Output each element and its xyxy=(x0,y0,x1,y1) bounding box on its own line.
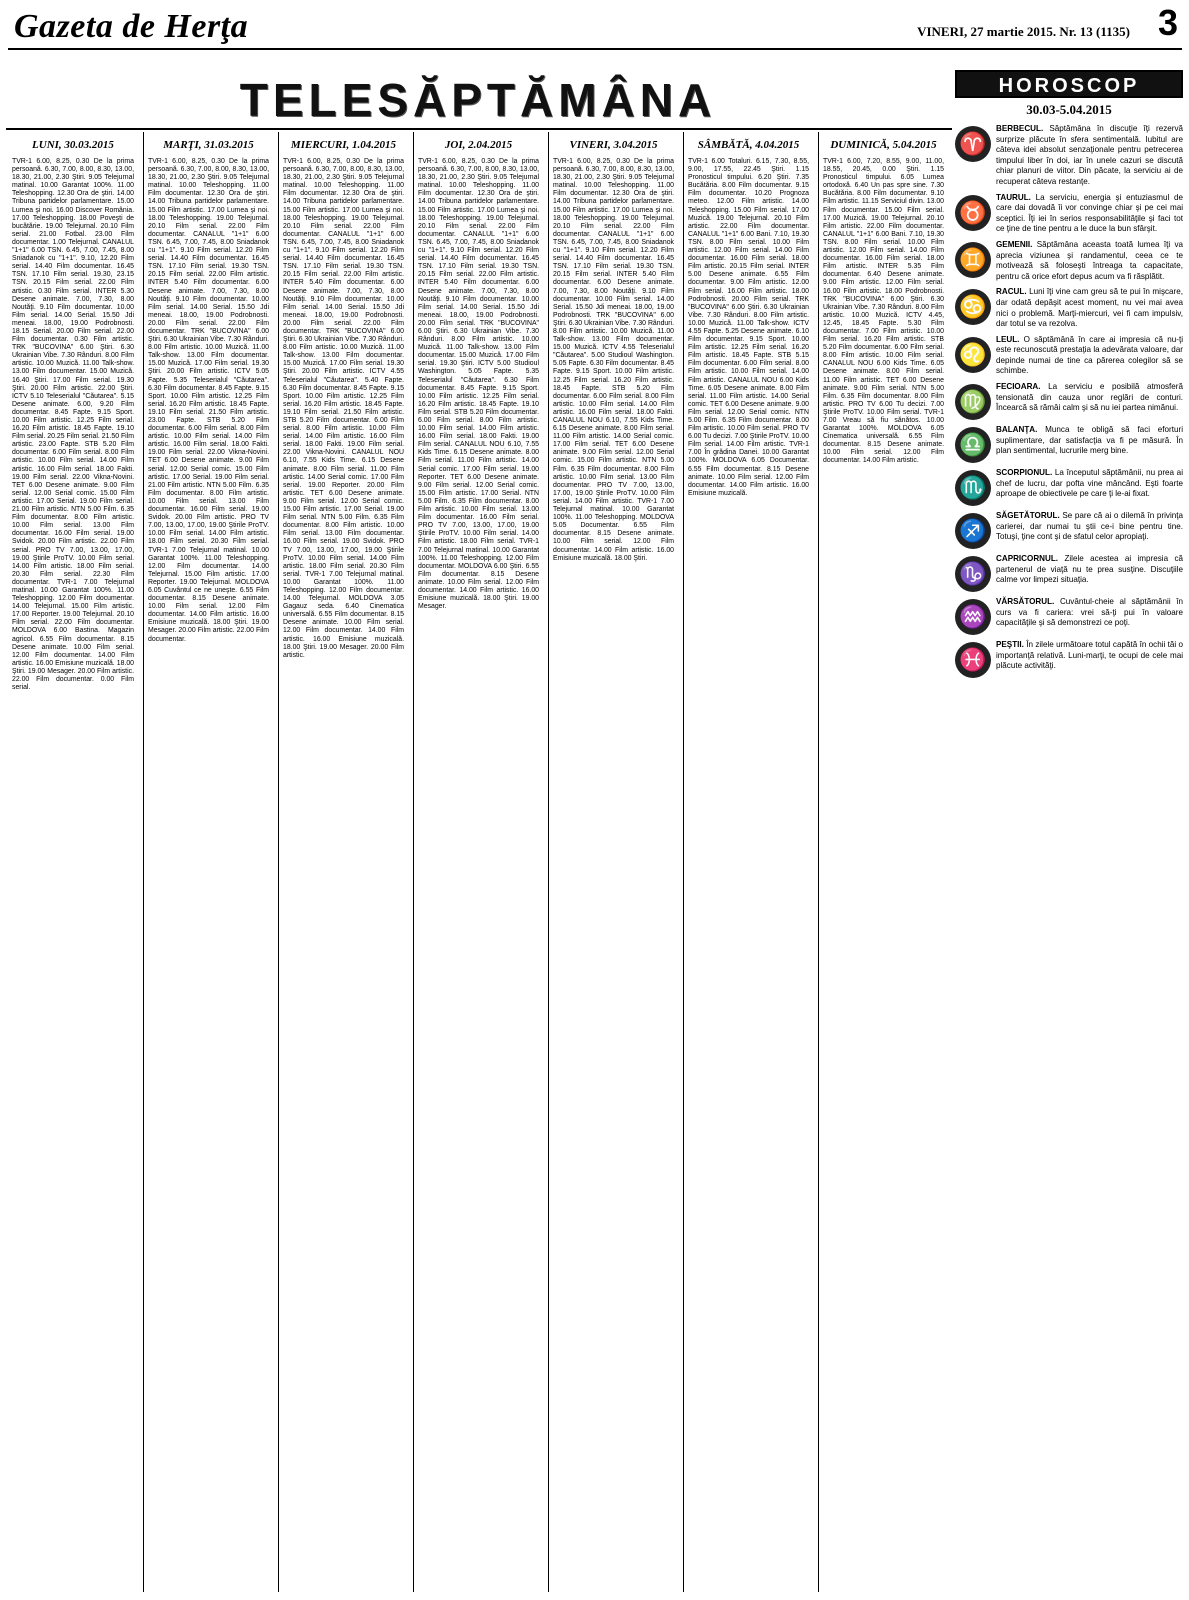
zodiac-icon: ♑ xyxy=(955,556,991,592)
sign-name: RACUL. xyxy=(996,287,1027,297)
zodiac-icon: ♌ xyxy=(955,337,991,373)
horoscope-sign xyxy=(955,554,1183,592)
horoscope-sign xyxy=(955,382,1183,420)
program-listing: TVR-1 6.00, 7.20, 8.55, 9.00, 11.00, 18.55, 20.45, 0.00 Ştiri. 1.15 Pronosticul timpului. 6.05 Lumea ortodoxă. 6.40 Un pas spre sine. 7.30 Bucătăria. 8.00 Film documentar. 9.10 Film artistic. 11.15 Serviciul divin. 13.00 Film documentar. 15.00 Film serial. 17.00 Muzică. 19.00 Telejurnal. 20.10 Film artistic. 22.00 Film documentar. CANALUL "1+1" 6.00 Bani. 7.10, 19.30 TSN. 8.00 Film serial. 10.00 Film artistic. 12.00 Film serial. 14.00 Film documentar. 16.00 Film serial. 18.00 Film artistic. INTER 5.35 Film documentar. 6.40 Desene animate. 9.00 Film artistic. 12.00 Film serial. 16.00 Film artistic. 18.00 Podrobnosti. TRK "BUCOVINA" 6.00 Ştiri. 6.30 Ukrainian Vibe. 7.30 Rânduri. 8.00 Film artistic. 10.00 Muzică. ICTV 4.45, 12.45, 18.45 Fapte. 5.30 Film documentar. 7.00 Film artistic. 10.00 Film serial. 16.20 Film artistic. STB 5.20 Film documentar. 6.00 Film serial. 8.00 Film artistic. 10.00 Film serial. CANALUL NOU 6.00 Kids Time. 6.05 Desene animate. 8.00 Film serial. 11.00 Film artistic. TET 6.00 Desene animate. 9.00 Film serial. NTN 5.00 Film. 6.35 Film documentar. 8.00 Film artistic. PRO TV 6.00 Tu decizi. 7.00 Ştirile ProTV. 10.00 Film serial. TVR-1 7.00 Vreau să fiu sănătos. 10.00 Garantat 100%. MOLDOVA 6.05 Cinematica universală. 6.55 Film documentar. 8.15 Desene animate. 10.00 Film serial. 12.00 Film documentar. 14.00 Film artistic. xyxy=(823,158,944,465)
program-listing: TVR-1 6.00 Totaluri. 6.15, 7.30, 8.55, 9.00, 17.55, 22.45 Ştiri. 1.15 Pronosticul timpului. 6.20 Ştiri. 7.35 Bucătăria. 8.00 Film documentar. 9.15 Film documentar. 10.20 Prognoza meteo. 12.00 Film artistic. 14.00 Teleshopping. 15.00 Film serial. 17.00 Muzică. 19.00 Telejurnal. 20.10 Film artistic. 22.00 Film documentar. CANALUL "1+1" 6.00 Bani. 7.10, 19.30 TSN. 8.00 Film serial. 10.00 Film artistic. 12.00 Film serial. 14.00 Film documentar. 16.00 Film serial. 18.00 Film artistic. 20.15 Film serial. INTER 5.00 Desene animate. 6.55 Film documentar. 9.00 Film artistic. 12.00 Film serial. 16.00 Film artistic. 18.00 Podrobnosti. 20.00 Film serial. TRK "BUCOVINA" 6.00 Ştiri. 6.30 Ukrainian Vibe. 7.30 Rânduri. 8.00 Film artistic. 10.00 Muzică. 11.00 Talk-show. ICTV 4.55 Fapte. 5.25 Desene animate. 6.10 Film documentar. 9.15 Sport. 10.00 Film artistic. 12.25 Film serial. 16.20 Film artistic. 18.45 Fapte. STB 5.15 Film documentar. 6.00 Film serial. 8.00 Film artistic. 10.00 Film serial. 14.00 Film artistic. CANALUL NOU 6.00 Kids Time. 6.05 Desene animate. 8.00 Film serial. 11.00 Film artistic. 14.00 Serial comic. TET 6.00 Desene animate. 9.00 Film serial. 12.00 Serial comic. NTN 5.00 Film. 6.35 Film documentar. 8.00 Film artistic. 10.00 Film serial. PRO TV 6.00 Tu decizi. 7.00 Ştirile ProTV. 10.00 Film serial. 14.00 Film artistic. TVR-1 7.00 În grădina Danei. 10.00 Garantat 100%. MOLDOVA 6.05 Documentar. 6.55 Film documentar. 8.15 Desene animate. 10.00 Film serial. 12.00 Film documentar. 14.00 Film artistic. 16.00 Emisiune muzicală. xyxy=(688,158,809,497)
program-listing: TVR-1 6.00, 8.25, 0.30 De la prima persoană. 6.30, 7.00, 8.00, 8.30, 13.00, 18.30, 21.00, 2.30 Ştiri. 9.05 Telejurnal matinal. 10.00 Garantat 100%. 11.00 Teleshopping. 12.30 Ora de ştiri. 14.00 Tribuna partidelor parlamentare. 15.00 Lumea şi noi. 16.00 Discover România. 17.00 Teleshopping. 18.00 Poveşti de bucătărie. 19.00 Telejurnal. 20.10 Film serial. 21.00 Fotbal. 23.00 Film documentar. 1.00 Telejurnal. CANALUL "1+1" 6.00 TSN. 6.45, 7.00, 7.45, 8.00 Sniadanok cu "1+1". 9.10, 12.20 Film serial. 14.40 Film documentar. 16.45 TSN. 17.10 Film serial. 19.30, 23.15 TSN. 20.15 Film serial. 22.00 Film artistic. 0.30 Film serial. INTER 5.30 Desene animate. 7.00, 7.30, 8.00 Noutăţi. 9.10 Film documentar. 10.00 Film serial. 14.00 Serial. 15.50 Jdi meneai. 18.00, 19.00 Podrobnosti. 18.15 Serial. 20.00 Film serial. 22.00 Film documentar. 0.30 Film artistic. TRK "BUCOVINA" 6.00 Ştiri. 6.30 Ukrainian Vibe. 7.30 Rânduri. 8.00 Film artistic. 10.00 Muzică. 11.00 Talk-show. 13.00 Film documentar. 15.00 Muzică. 16.40 Ştiri. 17.00 Film serial. 19.30 Ştiri. 20.00 Film artistic. 22.00 Ştiri. ICTV 5.10 Teleserialul "Căutarea". 5.15 Desene animate. 6.00, 9.20 Film documentar. 8.45 Fapte. 9.15 Sport. 10.00 Film artistic. 12.25 Film serial. 16.20 Film artistic. 18.45 Fapte. 19.10 Film serial. 20.25 Film serial. 21.50 Film artistic. 23.00 Fapte. STB 5.20 Film documentar. 6.00 Film serial. 8.00 Film artistic. 10.00 Film serial. 14.00 Film artistic. 16.00 Film serial. 18.00 Fakti. 19.00 Film serial. 22.00 Vikna-Novini. TET 6.00 Desene animate. 9.00 Film serial. 12.00 Serial comic. 15.00 Film artistic. 17.00 Serial. 19.00 Film serial. 21.00 Film artistic. NTN 5.00 Film. 6.35 Film documentar. 8.00 Film artistic. 10.00 Film serial. 13.00 Film documentar. 16.00 Film serial. 19.00 Svidok. 20.00 Film artistic. 22.00 Film serial. PRO TV 7.00, 13.00, 17.00, 19.00 Ştirile ProTV. 10.00 Film serial. 14.00 Film artistic. 18.00 Film serial. 20.30 Film serial. 22.30 Film documentar. TVR-1 7.00 Telejurnal matinal. 10.00 Garantat 100%. 11.00 Teleshopping. 12.00 Film documentar. 14.00 Telejurnal. 15.00 Film artistic. 17.00 Reporter. 19.00 Telejurnal. 20.10 Film serial. 22.00 Film documentar. MOLDOVA 6.00 Bastina. Magazin agricol. 6.55 Film documentar. 8.15 Desene animate. 10.00 Film serial. 12.00 Film documentar. 14.00 Film artistic. 16.00 Emisiune muzicală. 18.00 Ştiri. 19.00 Mesager. 20.00 Film artistic. 22.00 Film documentar. 0.00 Film serial. xyxy=(12,158,134,692)
newspaper-name: Gazeta de Herţa xyxy=(14,8,249,45)
horoscope-column xyxy=(955,70,1183,1595)
sign-description: Luni îţi vine cam greu să te pui în mişcare, dar odată depăşit acest moment, nu vei mai avea nici o problemă. Marţi-miercuri, vei fi cam impulsiv, dar totul se va rezolva. xyxy=(996,287,1183,329)
zodiac-icon: ♎ xyxy=(955,427,991,463)
sign-name: SCORPIONUL. xyxy=(996,468,1053,478)
tv-schedule-monday xyxy=(8,132,138,1592)
banner-divider xyxy=(6,128,952,130)
tv-schedule-thursday xyxy=(413,132,543,1592)
horoscope-title: HOROSCOP xyxy=(955,70,1183,98)
zodiac-icon: ♓ xyxy=(955,642,991,678)
sign-description: La serviciu e posibilă atmosferă tensionată din cauza unor reglări de conturi. Încearcă să rămâi calm şi să nu iei partea nimănui. xyxy=(996,382,1183,413)
zodiac-icon: ♈ xyxy=(955,126,991,162)
day-heading: MIERCURI, 1.04.2015 xyxy=(290,139,397,151)
sign-description: La începutul săptămânii, nu prea ai chef de lucru, dar pofta vine mâncând. Eşti foarte aproape de obiectivele pe care ţi le-ai fixat. xyxy=(996,468,1183,499)
tv-schedule-wednesday xyxy=(278,132,408,1592)
day-heading: LUNI, 30.03.2015 xyxy=(32,139,114,151)
horoscope-sign xyxy=(955,597,1183,635)
tv-schedule-saturday xyxy=(683,132,813,1592)
sign-text xyxy=(996,335,1183,377)
sign-description: Cuvântul-cheie al săptămânii în curs va fi cariera: vrei să-ţi pui în valoare capacităţile şi să demonstrezi ce poţi. xyxy=(996,597,1183,628)
sign-text xyxy=(996,511,1183,549)
zodiac-icon: ♋ xyxy=(955,289,991,325)
day-heading: VINERI, 3.04.2015 xyxy=(569,139,658,151)
day-heading: SÂMBĂTĂ, 4.04.2015 xyxy=(697,139,800,151)
day-heading: DUMINICĂ, 5.04.2015 xyxy=(830,139,937,151)
sign-text xyxy=(996,124,1183,188)
horoscope-sign xyxy=(955,240,1183,282)
sign-text xyxy=(996,468,1183,506)
sign-text xyxy=(996,640,1183,678)
sign-description: O săptămână în care ai impresia că nu-ţi este recunoscută prestaţia la adevărata valoare, dar depinde numai de tine ca părerea colegilor să se schimbe. xyxy=(996,334,1183,376)
sign-text xyxy=(996,240,1183,282)
page-header xyxy=(8,2,1182,50)
horoscope-sign xyxy=(955,124,1183,188)
sign-name: FECIOARA. xyxy=(996,382,1041,392)
horoscope-sign xyxy=(955,425,1183,463)
tv-schedule-sunday xyxy=(818,132,948,1592)
horoscope-sign xyxy=(955,335,1183,377)
horoscope-sign xyxy=(955,287,1183,329)
sign-description: Se pare că ai o dilemă în privinţa carierei, dar numai tu ştii ce-i bine pentru tine. Totuşi, ţine cont şi de sfatul celor apropiaţi. xyxy=(996,511,1183,542)
sign-name: CAPRICORNUL. xyxy=(996,554,1059,564)
sign-description: Săptămâna aceasta toată lumea îţi va aprecia viziunea şi randamentul, ceea ce te motivează să foloseşti întreaga ta capacitate, pentru că orice efort depus acum va fi răsplătit. xyxy=(996,239,1183,281)
page-number: 3 xyxy=(1157,2,1178,43)
zodiac-icon: ♊ xyxy=(955,242,991,278)
day-heading: JOI, 2.04.2015 xyxy=(444,139,513,151)
sign-description: La serviciu, energia şi entuziasmul de care dai dovadă îi vor convinge chiar şi pe cei mai sceptici. Îţi iei în serios responsabilităţile şi faci tot ce ţine de tine pentru a le duce la bun sfârşit. xyxy=(996,192,1183,234)
sign-name: LEUL. xyxy=(996,334,1020,344)
horoscope-sign xyxy=(955,468,1183,506)
zodiac-icon: ♏ xyxy=(955,470,991,506)
tv-schedule-friday xyxy=(548,132,678,1592)
sign-name: BERBECUL. xyxy=(996,124,1044,133)
zodiac-icon: ♉ xyxy=(955,195,991,231)
program-listing: TVR-1 6.00, 8.25, 0.30 De la prima persoană. 6.30, 7.00, 8.00, 8.30, 13.00, 18.30, 21.00, 2.30 Ştiri. 9.05 Telejurnal matinal. 10.00 Teleshopping. 11.00 Film documentar. 12.30 Ora de ştiri. 14.00 Tribuna partidelor parlamentare. 15.00 Film artistic. 17.00 Lumea şi noi. 18.00 Teleshopping. 19.00 Telejurnal. 20.10 Film serial. 22.00 Film documentar. CANALUL "1+1" 6.00 TSN. 6.45, 7.00, 7.45, 8.00 Sniadanok cu "1+1". 9.10 Film serial. 12.20 Film serial. 14.40 Film documentar. 16.45 TSN. 17.10 Film serial. 19.30 TSN. 20.15 Film serial. 22.00 Film artistic. INTER 5.40 Film documentar. 6.00 Desene animate. 7.00, 7.30, 8.00 Noutăţi. 9.10 Film documentar. 10.00 Film serial. 14.00 Serial. 15.50 Jdi meneai. 18.00, 19.00 Podrobnosti. 20.00 Film serial. 22.00 Film documentar. TRK "BUCOVINA" 6.00 Ştiri. 6.30 Ukrainian Vibe. 7.30 Rânduri. 8.00 Film artistic. 10.00 Muzică. 11.00 Talk-show. 13.00 Film documentar. 15.00 Muzică. 17.00 Film serial. 19.30 Ştiri. 20.00 Film artistic. ICTV 4.55 Teleserialul "Căutarea". 5.40 Fapte. 6.30 Film documentar. 8.45 Fapte. 9.15 Sport. 10.00 Film artistic. 12.25 Film serial. 16.20 Film artistic. 18.45 Fapte. 19.10 Film serial. 21.50 Film artistic. STB 5.20 Film documentar. 6.00 Film serial. 8.00 Film artistic. 10.00 Film serial. 14.00 Film artistic. 16.00 Film serial. 18.00 Fakti. 19.00 Film serial. 22.00 Vikna-Novini. CANALUL NOU 6.10, 7.55 Kids Time. 6.15 Desene animate. 8.00 Film serial. 11.00 Film artistic. 14.00 Serial comic. 17.00 Film serial. 19.00 Reporter. 20.00 Film artistic. TET 6.00 Desene animate. 9.00 Film serial. 12.00 Serial comic. 15.00 Film artistic. 17.00 Serial. 19.00 Film serial. NTN 5.00 Film. 6.35 Film documentar. 8.00 Film artistic. 10.00 Film serial. 13.00 Film documentar. 16.00 Film serial. 19.00 Svidok. PRO TV 7.00, 13.00, 17.00, 19.00 Ştirile ProTV. 10.00 Film serial. 14.00 Film artistic. 18.00 Film serial. 20.30 Film serial. TVR-1 7.00 Telejurnal matinal. 10.00 Garantat 100%. 11.00 Teleshopping. 12.00 Film documentar. 14.00 Telejurnal. MOLDOVA 3.05 Gagauz seda. 6.40 Cinematica universală. 6.55 Film documentar. 8.15 Desene animate. 10.00 Film serial. 12.00 Film documentar. 14.00 Film artistic. 16.00 Emisiune muzicală. 18.00 Ştiri. 19.00 Mesager. 20.00 Film artistic. xyxy=(283,158,404,659)
program-listing: TVR-1 6.00, 8.25, 0.30 De la prima persoană. 6.30, 7.00, 8.00, 8.30, 13.00, 18.30, 21.00, 2.30 Ştiri. 9.05 Telejurnal matinal. 10.00 Teleshopping. 11.00 Film documentar. 12.30 Ora de ştiri. 14.00 Tribuna partidelor parlamentare. 15.00 Film artistic. 17.00 Lumea şi noi. 18.00 Teleshopping. 19.00 Telejurnal. 20.10 Film serial. 22.00 Film documentar. CANALUL "1+1" 6.00 TSN. 6.45, 7.00, 7.45, 8.00 Sniadanok cu "1+1". 9.10 Film serial. 12.20 Film serial. 14.40 Film documentar. 16.45 TSN. 17.10 Film serial. 19.30 TSN. 20.15 Film serial. 22.00 Film artistic. INTER 5.40 Film documentar. 6.00 Desene animate. 7.00, 7.30, 8.00 Noutăţi. 9.10 Film documentar. 10.00 Film serial. 14.00 Serial. 15.50 Jdi meneai. 18.00, 19.00 Podrobnosti. 20.00 Film serial. TRK "BUCOVINA" 6.00 Ştiri. 6.30 Ukrainian Vibe. 7.30 Rânduri. 8.00 Film artistic. 10.00 Muzică. 11.00 Talk-show. 13.00 Film documentar. 15.00 Muzică. 17.00 Film serial. 19.30 Ştiri. ICTV 5.00 Studioul Washington. 5.05 Fapte. 5.35 Teleserialul "Căutarea". 6.30 Film documentar. 8.45 Fapte. 9.15 Sport. 10.00 Film artistic. 12.25 Film serial. 16.20 Film artistic. 18.45 Fapte. 19.10 Film serial. STB 5.20 Film documentar. 6.00 Film serial. 8.00 Film artistic. 10.00 Film serial. 14.00 Film artistic. 16.00 Film serial. 18.00 Fakti. 19.00 Film serial. CANALUL NOU 6.10, 7.55 Kids Time. 6.15 Desene animate. 8.00 Film serial. 11.00 Film artistic. 14.00 Serial comic. 17.00 Film serial. 19.00 Reporter. TET 6.00 Desene animate. 9.00 Film serial. 12.00 Serial comic. 15.00 Film artistic. 17.00 Serial. NTN 5.00 Film. 6.35 Film documentar. 8.00 Film artistic. 10.00 Film serial. 13.00 Film documentar. 16.00 Film serial. PRO TV 7.00, 13.00, 17.00, 19.00 Ştirile ProTV. 10.00 Film serial. 14.00 Film artistic. 18.00 Film serial. TVR-1 7.00 Telejurnal matinal. 10.00 Garantat 100%. 11.00 Teleshopping. 12.00 Film documentar. MOLDOVA 6.00 Ştiri. 6.55 Film documentar. 8.15 Desene animate. 10.00 Film serial. 12.00 Film documentar. 14.00 Film artistic. 16.00 Emisiune muzicală. 18.00 Ştiri. 19.00 Mesager. xyxy=(418,158,539,611)
zodiac-icon: ♐ xyxy=(955,513,991,549)
sign-text xyxy=(996,193,1183,235)
sign-description: Zilele acestea ai impresia că partenerul de viaţă nu te prea susţine. Discuţiile calme vor limpezi situaţia. xyxy=(996,554,1183,585)
sign-name: PEŞTII. xyxy=(996,640,1024,650)
horoscope-signs xyxy=(955,124,1183,678)
day-heading: MARŢI, 31.03.2015 xyxy=(163,139,254,151)
program-listing: TVR-1 6.00, 8.25, 0.30 De la prima persoană. 6.30, 7.00, 8.00, 8.30, 13.00, 18.30, 21.00, 2.30 Ştiri. 9.05 Telejurnal matinal. 10.00 Teleshopping. 11.00 Film documentar. 12.30 Ora de ştiri. 14.00 Tribuna partidelor parlamentare. 15.00 Film artistic. 17.00 Lumea şi noi. 18.00 Teleshopping. 19.00 Telejurnal. 20.10 Film serial. 22.00 Film documentar. CANALUL "1+1" 6.00 TSN. 6.45, 7.00, 7.45, 8.00 Sniadanok cu "1+1". 9.10 Film serial. 12.20 Film serial. 14.40 Film documentar. 16.45 TSN. 17.10 Film serial. 19.30 TSN. 20.15 Film serial. 22.00 Film artistic. INTER 5.40 Film documentar. 6.00 Desene animate. 7.00, 7.30, 8.00 Noutăţi. 9.10 Film documentar. 10.00 Film serial. 14.00 Serial. 15.50 Jdi meneai. 18.00, 19.00 Podrobnosti. 20.00 Film serial. 22.00 Film documentar. TRK "BUCOVINA" 6.00 Ştiri. 6.30 Ukrainian Vibe. 7.30 Rânduri. 8.00 Film artistic. 10.00 Muzică. 11.00 Talk-show. 13.00 Film documentar. 15.00 Muzică. 17.00 Film serial. 19.30 Ştiri. 20.00 Film artistic. ICTV 5.05 Fapte. 5.35 Teleserialul "Căutarea". 6.30 Film documentar. 8.45 Fapte. 9.15 Sport. 10.00 Film artistic. 12.25 Film serial. 16.20 Film artistic. 18.45 Fapte. 19.10 Film serial. 21.50 Film artistic. 23.00 Fapte. STB 5.20 Film documentar. 6.00 Film serial. 8.00 Film artistic. 10.00 Film serial. 14.00 Film artistic. 16.00 Film serial. 18.00 Fakti. 19.00 Film serial. 22.00 Vikna-Novini. TET 6.00 Desene animate. 9.00 Film serial. 12.00 Serial comic. 15.00 Film artistic. 17.00 Serial. 19.00 Film serial. 21.00 Film artistic. NTN 5.00 Film. 6.35 Film documentar. 8.00 Film artistic. 10.00 Film serial. 13.00 Film documentar. 16.00 Film serial. 19.00 Svidok. 20.00 Film artistic. PRO TV 7.00, 13.00, 17.00, 19.00 Ştirile ProTV. 10.00 Film serial. 14.00 Film artistic. 18.00 Film serial. 20.30 Film serial. TVR-1 7.00 Telejurnal matinal. 10.00 Garantat 100%. 11.00 Teleshopping. 12.00 Film documentar. 14.00 Telejurnal. 15.00 Film artistic. 17.00 Reporter. 19.00 Telejurnal. MOLDOVA 6.05 Cuvântul ce ne uneşte. 6.55 Film documentar. 8.15 Desene animate. 10.00 Film serial. 12.00 Film documentar. 14.00 Film artistic. 16.00 Emisiune muzicală. 18.00 Ştiri. 19.00 Mesager. 20.00 Film artistic. 22.00 Film documentar. xyxy=(148,158,269,643)
sign-name: BALANŢA. xyxy=(996,425,1038,435)
sign-text xyxy=(996,382,1183,420)
sign-description: Munca te obligă să faci eforturi suplimentare, dar satisfacţia va fi pe măsură. În plan sentimental, lucrurile merg bine. xyxy=(996,425,1183,456)
section-banner: TELESĂPTĂMÂNA xyxy=(239,74,717,126)
sign-name: VĂRSĂTORUL. xyxy=(996,597,1055,607)
horoscope-sign xyxy=(955,640,1183,678)
horoscope-sign xyxy=(955,193,1183,235)
sign-text xyxy=(996,554,1183,592)
program-listing: TVR-1 6.00, 8.25, 0.30 De la prima persoană. 6.30, 7.00, 8.00, 8.30, 13.00, 18.30, 21.00, 2.30 Ştiri. 9.05 Telejurnal matinal. 10.00 Teleshopping. 11.00 Film documentar. 12.30 Ora de ştiri. 14.00 Tribuna partidelor parlamentare. 15.00 Film artistic. 17.00 Lumea şi noi. 18.00 Teleshopping. 19.00 Telejurnal. 20.10 Film serial. 22.00 Film documentar. CANALUL "1+1" 6.00 TSN. 6.45, 7.00, 7.45, 8.00 Sniadanok cu "1+1". 9.10 Film serial. 12.20 Film serial. 14.40 Film documentar. 16.45 TSN. 17.10 Film serial. 19.30 TSN. 20.15 Film serial. INTER 5.40 Film documentar. 6.00 Desene animate. 7.00, 7.30, 8.00 Noutăţi. 9.10 Film documentar. 10.00 Film serial. 14.00 Serial. 15.50 Jdi meneai. 18.00, 19.00 Podrobnosti. TRK "BUCOVINA" 6.00 Ştiri. 6.30 Ukrainian Vibe. 7.30 Rânduri. 8.00 Film artistic. 10.00 Muzică. 11.00 Talk-show. 13.00 Film documentar. 15.00 Muzică. ICTV 4.55 Teleserialul "Căutarea". 5.00 Studioul Washington. 5.05 Fapte. 6.30 Film documentar. 8.45 Fapte. 9.15 Sport. 10.00 Film artistic. 12.25 Film serial. 16.20 Film artistic. 18.45 Fapte. STB 5.20 Film documentar. 6.00 Film serial. 8.00 Film artistic. 10.00 Film serial. 14.00 Film artistic. 16.00 Film serial. 18.00 Fakti. CANALUL NOU 6.10, 7.55 Kids Time. 6.15 Desene animate. 8.00 Film serial. 11.00 Film artistic. 14.00 Serial comic. 17.00 Film serial. TET 6.00 Desene animate. 9.00 Film serial. 12.00 Serial comic. 15.00 Film artistic. NTN 5.00 Film. 6.35 Film documentar. 8.00 Film artistic. 10.00 Film serial. 13.00 Film documentar. PRO TV 7.00, 13.00, 17.00, 19.00 Ştirile ProTV. 10.00 Film serial. 14.00 Film artistic. TVR-1 7.00 Telejurnal matinal. 10.00 Garantat 100%. 11.00 Teleshopping. MOLDOVA 5.05 Documentar. 6.55 Film documentar. 8.15 Desene animate. 10.00 Film serial. 12.00 Film documentar. 14.00 Film artistic. 16.00 Emisiune muzicală. 18.00 Ştiri. xyxy=(553,158,674,562)
tv-schedule-tuesday xyxy=(143,132,273,1592)
sign-name: TAURUL. xyxy=(996,192,1031,202)
sign-text xyxy=(996,425,1183,463)
horoscope-dates: 30.03-5.04.2015 xyxy=(1026,102,1112,117)
sign-description: În zilele următoare totul capătă în ochii tăi o importanţă relativă. Luni-marţi, te ocupi de cele mai plăcute activităţi. xyxy=(996,640,1183,671)
sign-text xyxy=(996,597,1183,635)
zodiac-icon: ♒ xyxy=(955,599,991,635)
issue-info: VINERI, 27 martie 2015. Nr. 13 (1135) xyxy=(917,24,1130,39)
sign-name: SĂGETĂTORUL. xyxy=(996,511,1060,521)
horoscope-sign xyxy=(955,511,1183,549)
sign-name: GEMENII. xyxy=(996,239,1033,249)
zodiac-icon: ♍ xyxy=(955,384,991,420)
sign-description: Săptămâna în discuţie îţi rezervă surprize plăcute în sfera sentimentală. Iubitul are câteva idei absolut senzaţionale pentru petrecerea timpului liber în doi, iar în unele cazuri se discută chiar planuri de viitor. Din păcate, la serviciu ai de recuperat câteva restanţe. xyxy=(996,124,1183,186)
sign-text xyxy=(996,287,1183,329)
